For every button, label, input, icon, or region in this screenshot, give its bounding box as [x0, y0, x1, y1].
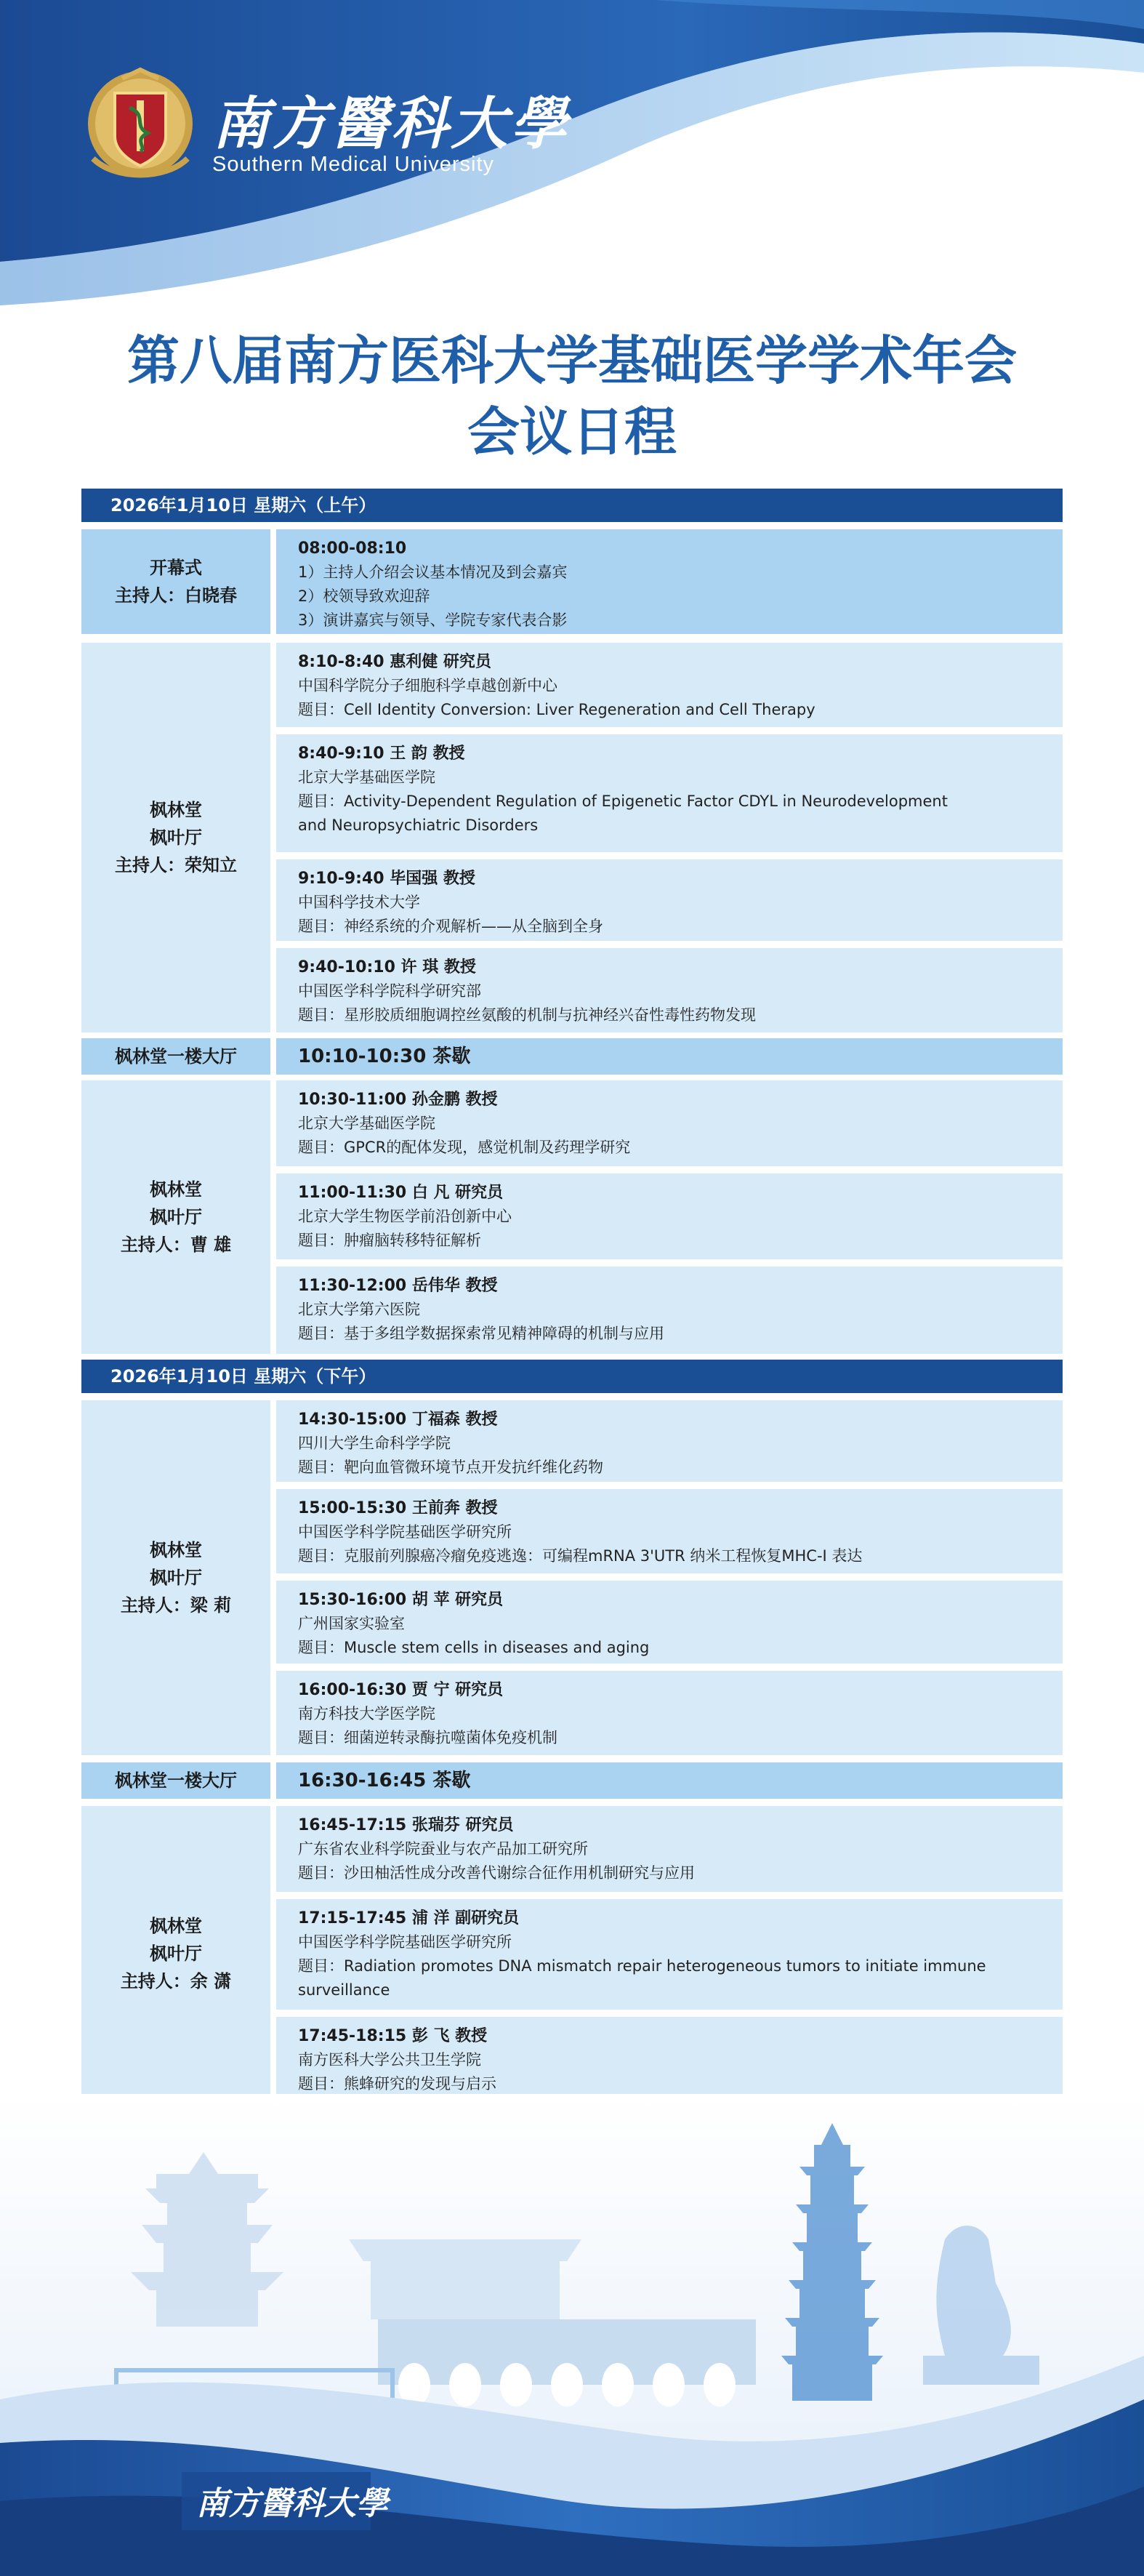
talk-topic-continued: surveillance	[298, 1981, 390, 1999]
tea-break-row: 16:30-16:45 茶歇	[276, 1762, 1063, 1799]
talk-affiliation: 北京大学基础医学院	[298, 1115, 435, 1132]
footer-sign-text: 南方醫科大學	[196, 2485, 388, 2522]
talk-row	[276, 2017, 1063, 2101]
venue-name: 枫林堂	[150, 800, 202, 820]
hall-name: 枫叶厅	[150, 1568, 202, 1588]
university-emblem-icon	[78, 64, 202, 188]
talk-time-speaker: 9:40-10:10 许 琪 教授	[298, 958, 476, 976]
talk-time-speaker: 11:30-12:00 岳伟华 教授	[298, 1277, 498, 1295]
talk-affiliation: 北京大学第六医院	[298, 1301, 420, 1318]
section-header-afternoon: 2026年1月10日 星期六（下午）	[81, 1360, 1063, 1393]
session-host-cell	[81, 1400, 270, 1755]
talk-row	[276, 1899, 1063, 2010]
opening-title: 开幕式	[150, 558, 202, 578]
talk-topic: 题目：星形胶质细胞调控丝氨酸的机制与抗神经兴奋性毒性药物发现	[298, 1006, 756, 1024]
opening-item: 1）主持人介绍会议基本情况及到会嘉宾	[298, 563, 568, 581]
talk-row	[276, 734, 1063, 852]
talk-topic: 题目：GPCR的配体发现，感觉机制及药理学研究	[298, 1139, 631, 1156]
talk-affiliation: 四川大学生命科学学院	[298, 1435, 451, 1452]
talk-affiliation: 北京大学生物医学前沿创新中心	[298, 1208, 512, 1225]
talk-time-speaker: 15:00-15:30 王前奔 教授	[298, 1499, 498, 1517]
talk-row	[276, 1400, 1063, 1482]
tea-break-row: 10:10-10:30 茶歇	[276, 1038, 1063, 1075]
session-host: 主持人：梁 莉	[120, 1595, 232, 1616]
hall-name: 枫叶厅	[150, 1207, 202, 1227]
talk-affiliation: 南方科技大学医学院	[298, 1705, 435, 1722]
opening-item: 3）演讲嘉宾与领导、学院专家代表合影	[298, 611, 568, 629]
talk-time-speaker: 16:00-16:30 贾 宁 研究员	[298, 1681, 504, 1699]
talk-affiliation: 中国科学技术大学	[298, 894, 420, 911]
talk-topic: 题目：Muscle stem cells in diseases and aging	[298, 1639, 650, 1656]
talk-row	[276, 1080, 1063, 1166]
talk-topic: 题目：细菌逆转录酶抗噬菌体免疫机制	[298, 1729, 557, 1746]
session-host: 主持人：荣知立	[115, 855, 237, 875]
opening-right-cell	[276, 529, 1063, 634]
talk-row	[276, 1671, 1063, 1755]
university-name-cn: 南方醫科大學	[212, 91, 571, 157]
talk-topic-continued: and Neuropsychiatric Disorders	[298, 816, 539, 834]
talk-topic: 题目：沙田柚活性成分改善代谢综合征作用机制研究与应用	[298, 1864, 695, 1882]
session-host: 主持人：余 潇	[120, 1971, 232, 1991]
talk-time-speaker: 17:15-17:45 浦 洋 副研究员	[298, 1909, 520, 1927]
talk-time-speaker: 8:40-9:10 王 韵 教授	[298, 745, 465, 763]
session-host-cell	[81, 1806, 270, 2101]
university-name-en: Southern Medical University	[212, 153, 495, 176]
talk-affiliation: 广州国家实验室	[298, 1615, 405, 1632]
talk-affiliation: 北京大学基础医学院	[298, 769, 435, 786]
opening-time: 08:00-08:10	[298, 539, 407, 558]
venue-name: 枫林堂	[150, 1540, 202, 1560]
talk-row	[276, 948, 1063, 1032]
talk-topic: 题目：神经系统的介观解析——从全脑到全身	[298, 918, 603, 935]
section-header-morning: 2026年1月10日 星期六（上午）	[81, 489, 1063, 522]
venue-name: 枫林堂	[150, 1179, 202, 1200]
talk-row	[276, 1806, 1063, 1892]
talk-time-speaker: 8:10-8:40 惠利健 研究员	[298, 653, 491, 671]
opening-left-cell	[81, 529, 270, 634]
talk-row	[276, 1267, 1063, 1354]
talk-topic: 题目：克服前列腺癌冷瘤免疫逃逸：可编程mRNA 3'UTR 纳米工程恢复MHC-I 表达	[298, 1547, 863, 1565]
page-subtitle: 会议日程	[467, 401, 677, 462]
talk-topic: 题目：Radiation promotes DNA mismatch repair heterogeneous tumors to initiate immune	[298, 1957, 986, 1975]
talk-row	[276, 1489, 1063, 1573]
talk-row	[276, 1581, 1063, 1664]
talk-time-speaker: 11:00-11:30 白 凡 研究员	[298, 1184, 504, 1202]
break-venue-cell: 枫林堂一楼大厅	[81, 1762, 270, 1799]
talk-affiliation: 广东省农业科学院蚕业与农产品加工研究所	[298, 1840, 588, 1858]
talk-time-speaker: 16:45-17:15 张瑞芬 研究员	[298, 1816, 514, 1834]
footer-landmarks-background	[0, 2094, 1144, 2576]
opening-item: 2）校领导致欢迎辞	[298, 587, 430, 605]
talk-topic: 题目：基于多组学数据探索常见精神障碍的机制与应用	[298, 1325, 664, 1342]
talk-row	[276, 643, 1063, 727]
talk-time-speaker: 10:30-11:00 孙金鹏 教授	[298, 1091, 498, 1109]
hall-name: 枫叶厅	[150, 1943, 202, 1964]
session-host-cell	[81, 643, 270, 1032]
session-host-cell	[81, 1080, 270, 1354]
talk-row	[276, 1173, 1063, 1259]
talk-topic: 题目：Cell Identity Conversion: Liver Regeneration and Cell Therapy	[298, 701, 815, 718]
talk-topic: 题目：熊蜂研究的发现与启示	[298, 2075, 496, 2093]
session-host: 主持人：曹 雄	[120, 1235, 232, 1255]
page-title: 第八届南方医科大学基础医学学术年会	[126, 330, 1017, 391]
talk-topic: 题目：肿瘤脑转移特征解析	[298, 1232, 481, 1249]
talk-time-speaker: 17:45-18:15 彭 飞 教授	[298, 2027, 488, 2045]
talk-affiliation: 南方医科大学公共卫生学院	[298, 2051, 481, 2069]
break-venue-cell: 枫林堂一楼大厅	[81, 1038, 270, 1075]
talk-time-speaker: 14:30-15:00 丁福森 教授	[298, 1411, 498, 1429]
venue-name: 枫林堂	[150, 1916, 202, 1936]
talk-affiliation: 中国医学科学院基础医学研究所	[298, 1523, 512, 1541]
talk-topic: 题目：靶向血管微环境节点开发抗纤维化药物	[298, 1458, 603, 1476]
talk-time-speaker: 15:30-16:00 胡 苹 研究员	[298, 1591, 504, 1609]
hall-name: 枫叶厅	[150, 827, 202, 848]
opening-host: 主持人：白晓春	[115, 585, 237, 606]
talk-time-speaker: 9:10-9:40 毕国强 教授	[298, 870, 475, 888]
talk-affiliation: 中国医学科学院基础医学研究所	[298, 1933, 512, 1951]
talk-row	[276, 859, 1063, 941]
talk-affiliation: 中国医学科学院科学研究部	[298, 982, 481, 1000]
talk-topic: 题目：Activity-Dependent Regulation of Epigenetic Factor CDYL in Neurodevelopment	[298, 793, 948, 810]
talk-affiliation: 中国科学院分子细胞科学卓越创新中心	[298, 677, 557, 694]
